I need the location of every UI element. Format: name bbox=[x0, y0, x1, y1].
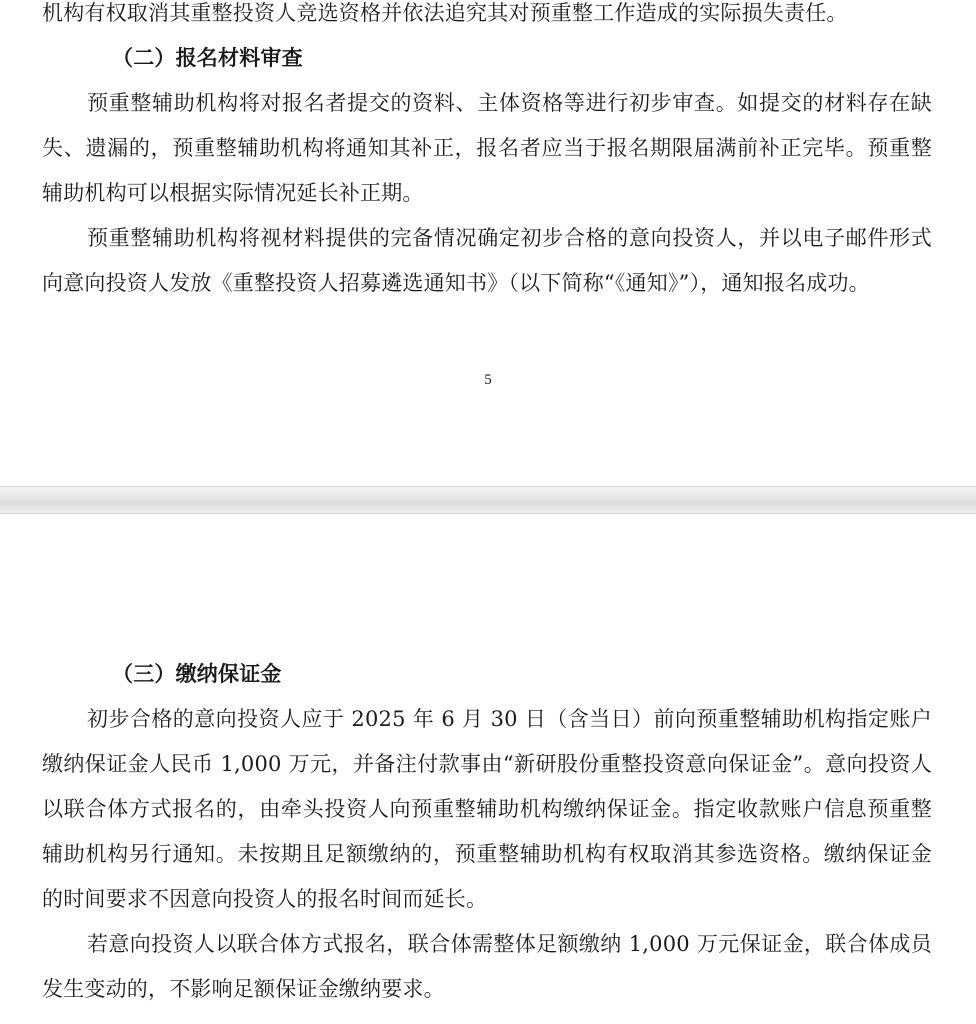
page-6-text bbox=[42, 652, 932, 1012]
section-heading-application-review: （二）报名材料审查 bbox=[112, 46, 303, 70]
section-heading-deposit: （三）缴纳保证金 bbox=[112, 662, 282, 686]
document-page-5 bbox=[0, 0, 976, 486]
paragraph-material-review: 预重整辅助机构将对报名者提交的资料、主体资格等进行初步审查。如提交的材料存在缺失、遗漏的，预重整辅助机构将通知其补正，报名者应当于报名期限届满前补正完毕。预重整辅助机构可以根据实际情况延长补正期。 bbox=[42, 91, 932, 205]
paragraph-qualified-notice: 预重整辅助机构将视材料提供的完备情况确定初步合格的意向投资人，并以电子邮件形式向意向投资人发放《重整投资人招募遴选通知书》（以下简称“《通知》”），通知报名成功。 bbox=[42, 226, 932, 295]
paragraph-deposit-payment: 初步合格的意向投资人应于 2025 年 6 月 30 日（含当日）前向预重整辅助机构指定账户缴纳保证金人民币 1,000 万元，并备注付款事由“新研股份重整投资意向保证金”。意向投资人以联合体方式报名的，由牵头投资人向预重整辅助机构缴纳保证金。指定收款账户信息预重整辅助机构另行通知。未按期且足额缴纳的，预重整辅助机构有权取消其参选资格。缴纳保证金的时间要求不因意向投资人的报名时间而延长。 bbox=[42, 707, 932, 911]
carryover-paragraph-line: 机构有权取消其重整投资人竞选资格并依法追究其对预重整工作造成的实际损失责任。 bbox=[42, 1, 848, 25]
page-separator bbox=[0, 486, 976, 514]
page-number: 5 bbox=[484, 372, 492, 388]
page-5-text bbox=[42, 0, 932, 306]
document-page-6 bbox=[0, 514, 976, 1024]
paragraph-consortium-deposit: 若意向投资人以联合体方式报名，联合体需整体足额缴纳 1,000 万元保证金，联合体成员发生变动的，不影响足额保证金缴纳要求。 bbox=[42, 932, 932, 1001]
